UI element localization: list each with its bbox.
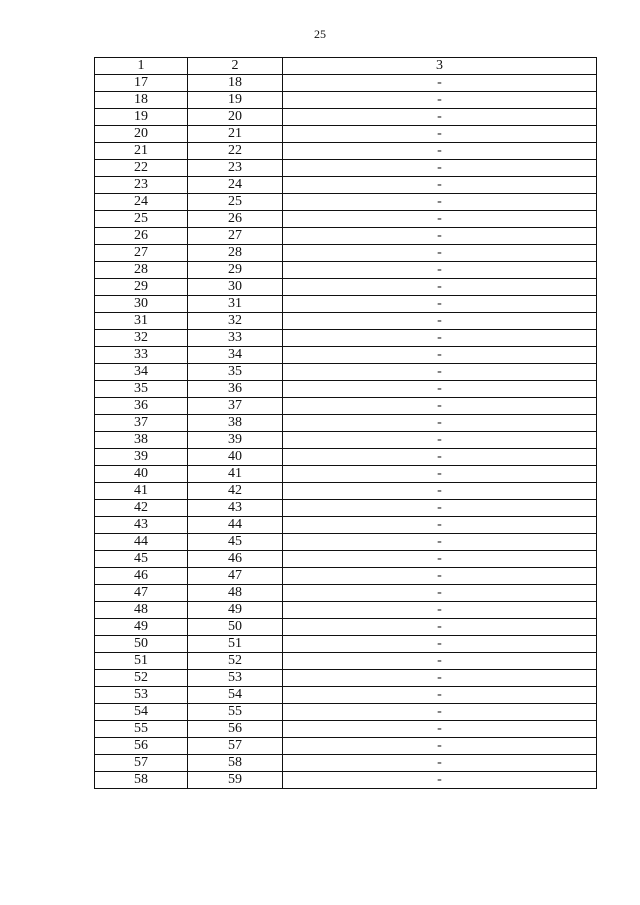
table-row bbox=[95, 721, 597, 738]
table-cell-col2: 58 bbox=[188, 755, 283, 772]
table-cell-col2: 54 bbox=[188, 687, 283, 704]
column-header-3: 3 bbox=[283, 58, 597, 75]
table-row bbox=[95, 211, 597, 228]
table-cell-col1: 49 bbox=[95, 619, 188, 636]
table-cell-col3: - bbox=[283, 92, 597, 109]
table-cell-col1: 21 bbox=[95, 143, 188, 160]
table-cell-col1: 38 bbox=[95, 432, 188, 449]
table-cell-col2: 50 bbox=[188, 619, 283, 636]
table-row bbox=[95, 262, 597, 279]
table-row bbox=[95, 296, 597, 313]
table-cell-col1: 43 bbox=[95, 517, 188, 534]
table-cell-col1: 22 bbox=[95, 160, 188, 177]
table-cell-col3: - bbox=[283, 228, 597, 245]
table-cell-col1: 35 bbox=[95, 381, 188, 398]
table-cell-col3: - bbox=[283, 364, 597, 381]
table-cell-col3: - bbox=[283, 636, 597, 653]
table-cell-col1: 57 bbox=[95, 755, 188, 772]
table-cell-col2: 57 bbox=[188, 738, 283, 755]
table-cell-col2: 41 bbox=[188, 466, 283, 483]
table-cell-col3: - bbox=[283, 194, 597, 211]
table-row bbox=[95, 432, 597, 449]
table-row bbox=[95, 449, 597, 466]
table-cell-col2: 39 bbox=[188, 432, 283, 449]
table-cell-col1: 24 bbox=[95, 194, 188, 211]
table-row bbox=[95, 466, 597, 483]
table-row bbox=[95, 228, 597, 245]
table-cell-col2: 18 bbox=[188, 75, 283, 92]
table-cell-col3: - bbox=[283, 432, 597, 449]
table-cell-col3: - bbox=[283, 75, 597, 92]
table-cell-col3: - bbox=[283, 160, 597, 177]
table-row bbox=[95, 143, 597, 160]
table-cell-col1: 20 bbox=[95, 126, 188, 143]
table-cell-col3: - bbox=[283, 755, 597, 772]
table-row bbox=[95, 313, 597, 330]
table-cell-col3: - bbox=[283, 177, 597, 194]
table-cell-col1: 53 bbox=[95, 687, 188, 704]
table-cell-col1: 39 bbox=[95, 449, 188, 466]
table-cell-col1: 26 bbox=[95, 228, 188, 245]
table-row bbox=[95, 279, 597, 296]
table-cell-col2: 36 bbox=[188, 381, 283, 398]
table-cell-col3: - bbox=[283, 704, 597, 721]
table-cell-col1: 37 bbox=[95, 415, 188, 432]
table-cell-col3: - bbox=[283, 296, 597, 313]
table-cell-col1: 51 bbox=[95, 653, 188, 670]
table-cell-col2: 33 bbox=[188, 330, 283, 347]
table-cell-col3: - bbox=[283, 687, 597, 704]
table-row bbox=[95, 636, 597, 653]
table-cell-col3: - bbox=[283, 415, 597, 432]
table-cell-col1: 52 bbox=[95, 670, 188, 687]
table-cell-col2: 22 bbox=[188, 143, 283, 160]
table-cell-col1: 28 bbox=[95, 262, 188, 279]
table-cell-col2: 43 bbox=[188, 500, 283, 517]
table-cell-col1: 50 bbox=[95, 636, 188, 653]
table-cell-col2: 56 bbox=[188, 721, 283, 738]
table-row bbox=[95, 602, 597, 619]
table-cell-col1: 29 bbox=[95, 279, 188, 296]
column-header-1: 1 bbox=[95, 58, 188, 75]
table-cell-col3: - bbox=[283, 347, 597, 364]
table-cell-col3: - bbox=[283, 143, 597, 160]
table-row bbox=[95, 670, 597, 687]
table-cell-col1: 41 bbox=[95, 483, 188, 500]
table-row bbox=[95, 364, 597, 381]
table-row bbox=[95, 704, 597, 721]
table-cell-col3: - bbox=[283, 109, 597, 126]
table-cell-col3: - bbox=[283, 772, 597, 789]
table-cell-col2: 44 bbox=[188, 517, 283, 534]
table-cell-col3: - bbox=[283, 211, 597, 228]
table-cell-col1: 25 bbox=[95, 211, 188, 228]
table-row bbox=[95, 653, 597, 670]
table-cell-col2: 30 bbox=[188, 279, 283, 296]
table-row bbox=[95, 551, 597, 568]
table-body bbox=[95, 75, 597, 789]
table-cell-col3: - bbox=[283, 262, 597, 279]
table-cell-col3: - bbox=[283, 568, 597, 585]
table-cell-col2: 35 bbox=[188, 364, 283, 381]
table-cell-col3: - bbox=[283, 381, 597, 398]
table-cell-col2: 26 bbox=[188, 211, 283, 228]
table-cell-col3: - bbox=[283, 585, 597, 602]
table-cell-col1: 56 bbox=[95, 738, 188, 755]
table-cell-col1: 34 bbox=[95, 364, 188, 381]
table-row bbox=[95, 500, 597, 517]
table-cell-col2: 45 bbox=[188, 534, 283, 551]
table-cell-col1: 27 bbox=[95, 245, 188, 262]
table-row bbox=[95, 347, 597, 364]
table-row bbox=[95, 126, 597, 143]
table-row bbox=[95, 517, 597, 534]
table-cell-col2: 47 bbox=[188, 568, 283, 585]
table-cell-col1: 46 bbox=[95, 568, 188, 585]
table-cell-col2: 55 bbox=[188, 704, 283, 721]
table-row bbox=[95, 194, 597, 211]
table-header-row bbox=[95, 58, 597, 75]
table-cell-col1: 32 bbox=[95, 330, 188, 347]
table-cell-col3: - bbox=[283, 245, 597, 262]
table-row bbox=[95, 568, 597, 585]
table-cell-col2: 20 bbox=[188, 109, 283, 126]
table-cell-col3: - bbox=[283, 466, 597, 483]
table-cell-col3: - bbox=[283, 619, 597, 636]
table-row bbox=[95, 585, 597, 602]
table-cell-col2: 59 bbox=[188, 772, 283, 789]
table-cell-col2: 40 bbox=[188, 449, 283, 466]
table-row bbox=[95, 415, 597, 432]
table-cell-col1: 55 bbox=[95, 721, 188, 738]
table-cell-col2: 34 bbox=[188, 347, 283, 364]
table-row bbox=[95, 534, 597, 551]
table-row bbox=[95, 483, 597, 500]
table-cell-col2: 46 bbox=[188, 551, 283, 568]
table-cell-col1: 18 bbox=[95, 92, 188, 109]
table-cell-col2: 32 bbox=[188, 313, 283, 330]
table-cell-col2: 19 bbox=[188, 92, 283, 109]
table-cell-col3: - bbox=[283, 602, 597, 619]
table-cell-col2: 31 bbox=[188, 296, 283, 313]
table-row bbox=[95, 92, 597, 109]
table-cell-col3: - bbox=[283, 738, 597, 755]
table-cell-col2: 27 bbox=[188, 228, 283, 245]
table-cell-col1: 54 bbox=[95, 704, 188, 721]
table-cell-col3: - bbox=[283, 126, 597, 143]
table-cell-col1: 45 bbox=[95, 551, 188, 568]
table-cell-col1: 48 bbox=[95, 602, 188, 619]
table-cell-col2: 25 bbox=[188, 194, 283, 211]
table-cell-col1: 36 bbox=[95, 398, 188, 415]
table-row bbox=[95, 109, 597, 126]
table-cell-col2: 53 bbox=[188, 670, 283, 687]
table-cell-col3: - bbox=[283, 517, 597, 534]
table-cell-col2: 48 bbox=[188, 585, 283, 602]
table-cell-col2: 49 bbox=[188, 602, 283, 619]
table-row bbox=[95, 75, 597, 92]
table-cell-col3: - bbox=[283, 551, 597, 568]
table-cell-col2: 28 bbox=[188, 245, 283, 262]
page-number: 25 bbox=[314, 27, 326, 41]
table-row bbox=[95, 330, 597, 347]
table-cell-col1: 40 bbox=[95, 466, 188, 483]
table-cell-col2: 23 bbox=[188, 160, 283, 177]
table-cell-col1: 31 bbox=[95, 313, 188, 330]
table-cell-col1: 58 bbox=[95, 772, 188, 789]
table-cell-col3: - bbox=[283, 279, 597, 296]
table-cell-col1: 19 bbox=[95, 109, 188, 126]
table-cell-col3: - bbox=[283, 721, 597, 738]
table-cell-col2: 42 bbox=[188, 483, 283, 500]
table-row bbox=[95, 619, 597, 636]
table-cell-col2: 37 bbox=[188, 398, 283, 415]
table-cell-col2: 29 bbox=[188, 262, 283, 279]
table-cell-col2: 24 bbox=[188, 177, 283, 194]
table-cell-col1: 44 bbox=[95, 534, 188, 551]
table-cell-col3: - bbox=[283, 483, 597, 500]
table-row bbox=[95, 398, 597, 415]
column-header-2: 2 bbox=[188, 58, 283, 75]
table-cell-col2: 52 bbox=[188, 653, 283, 670]
table-cell-col3: - bbox=[283, 449, 597, 466]
table-cell-col2: 21 bbox=[188, 126, 283, 143]
table-cell-col2: 51 bbox=[188, 636, 283, 653]
table-row bbox=[95, 177, 597, 194]
table-cell-col1: 17 bbox=[95, 75, 188, 92]
table-row bbox=[95, 687, 597, 704]
table-row bbox=[95, 245, 597, 262]
table-cell-col3: - bbox=[283, 534, 597, 551]
table-cell-col3: - bbox=[283, 500, 597, 517]
table-cell-col3: - bbox=[283, 398, 597, 415]
table-cell-col3: - bbox=[283, 330, 597, 347]
table-row bbox=[95, 160, 597, 177]
table-cell-col2: 38 bbox=[188, 415, 283, 432]
table-row bbox=[95, 381, 597, 398]
table-cell-col1: 42 bbox=[95, 500, 188, 517]
table-cell-col1: 47 bbox=[95, 585, 188, 602]
table-row bbox=[95, 772, 597, 789]
table-cell-col1: 23 bbox=[95, 177, 188, 194]
table-row bbox=[95, 755, 597, 772]
table-cell-col1: 30 bbox=[95, 296, 188, 313]
table-cell-col3: - bbox=[283, 313, 597, 330]
data-table bbox=[94, 57, 597, 789]
table-row bbox=[95, 738, 597, 755]
table-cell-col1: 33 bbox=[95, 347, 188, 364]
table-cell-col3: - bbox=[283, 653, 597, 670]
table-cell-col3: - bbox=[283, 670, 597, 687]
